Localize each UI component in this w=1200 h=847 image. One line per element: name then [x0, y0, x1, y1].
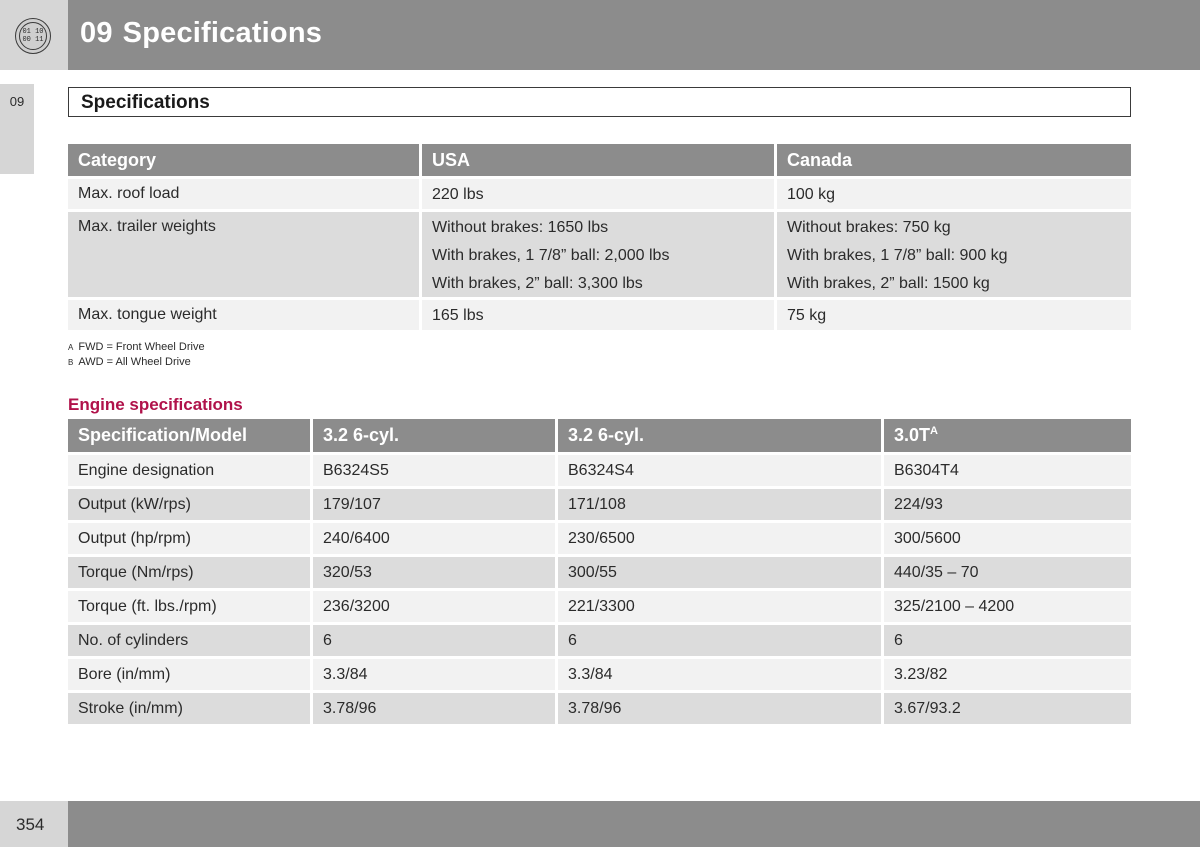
engine-specs-table: [68, 419, 1131, 727]
row-label: Stroke (in/mm): [68, 693, 313, 727]
side-tab-label: 09: [9, 94, 25, 109]
row-label: Output (kW/rps): [68, 489, 313, 523]
table-cell: 300/55: [558, 557, 884, 591]
table-cell: 3.3/84: [313, 659, 558, 693]
table-cell: 440/35 – 70: [884, 557, 1131, 591]
chapter-title-text: Specifications: [122, 17, 323, 49]
table-cell: 3.23/82: [884, 659, 1131, 693]
row-label: Torque (Nm/rps): [68, 557, 313, 591]
column-header-category: Category: [68, 144, 422, 179]
cell-line: With brakes, 1 7/8” ball: 2,000 lbs: [432, 247, 670, 264]
chapter-title: [80, 17, 322, 50]
table-header-row: [68, 419, 1131, 455]
footnote-text: AWD = All Wheel Drive: [78, 356, 191, 368]
chapter-logo-icon: [15, 18, 51, 54]
cell-line: 75 kg: [787, 307, 827, 324]
cell-category: Max. roof load: [68, 179, 422, 212]
footnote-ref: A: [930, 425, 938, 437]
cell-line: With brakes, 2” ball: 1500 kg: [787, 275, 990, 292]
row-label: Torque (ft. lbs./rpm): [68, 591, 313, 625]
table-row: [68, 455, 1131, 489]
cell-line: Without brakes: 1650 lbs: [432, 219, 609, 236]
table-cell: 240/6400: [313, 523, 558, 557]
table-cell: 6: [313, 625, 558, 659]
table-cell: 179/107: [313, 489, 558, 523]
cell-line: 165 lbs: [432, 307, 484, 324]
row-label: Output (hp/rpm): [68, 523, 313, 557]
table-row: [68, 523, 1131, 557]
cell-category: Max. trailer weights: [68, 212, 422, 300]
column-header-usa: USA: [422, 144, 777, 179]
table-cell: 224/93: [884, 489, 1131, 523]
table-cell: B6324S4: [558, 455, 884, 489]
engine-specs-heading: Engine specifications: [68, 395, 243, 414]
table-header-row: [68, 144, 1131, 179]
column-header-text: 3.0T: [894, 425, 931, 445]
table-row: [68, 659, 1131, 693]
table-cell: B6304T4: [884, 455, 1131, 489]
column-header-text: Specification/Model: [78, 425, 248, 445]
table-row: [68, 489, 1131, 523]
header-left-block: [0, 0, 68, 70]
cell-line: 100 kg: [787, 186, 836, 203]
table-cell: 230/6500: [558, 523, 884, 557]
footer-left-block: [0, 801, 68, 847]
column-header-3: [884, 419, 1131, 455]
table-cell: 300/5600: [884, 523, 1131, 557]
column-header-text: 3.2 6-cyl.: [323, 425, 400, 445]
footnote-item: [68, 355, 205, 370]
row-label: Bore (in/mm): [68, 659, 313, 693]
cell-usa: [422, 212, 777, 300]
cell-line: Without brakes: 750 kg: [787, 219, 951, 236]
cell-canada: [777, 300, 1131, 333]
column-header-text: 3.2 6-cyl.: [568, 425, 645, 445]
table-cell: 3.78/96: [558, 693, 884, 727]
column-header-1: [313, 419, 558, 455]
table-row: [68, 591, 1131, 625]
table-row: [68, 212, 1131, 300]
cell-category: Max. tongue weight: [68, 300, 422, 333]
table-row: [68, 625, 1131, 659]
row-label: Engine designation: [68, 455, 313, 489]
footnote-item: [68, 340, 205, 355]
section-title-box: [68, 87, 1131, 117]
cell-usa: [422, 300, 777, 333]
column-header-canada: Canada: [777, 144, 1131, 179]
table-row: [68, 557, 1131, 591]
table-row: [68, 693, 1131, 727]
cell-line: With brakes, 1 7/8” ball: 900 kg: [787, 247, 1008, 264]
table-cell: 3.67/93.2: [884, 693, 1131, 727]
cell-line: With brakes, 2” ball: 3,300 lbs: [432, 275, 643, 292]
table-cell: 236/3200: [313, 591, 558, 625]
chapter-number: 09: [80, 17, 113, 49]
table-row: [68, 300, 1131, 333]
cell-usa: [422, 179, 777, 212]
cell-canada: [777, 212, 1131, 300]
chapter-side-tab: [0, 84, 34, 174]
footnotes: [68, 340, 205, 370]
footnote-text: FWD = Front Wheel Drive: [78, 341, 205, 353]
row-label: No. of cylinders: [68, 625, 313, 659]
table-cell: 325/2100 – 4200: [884, 591, 1131, 625]
table-cell: B6324S5: [313, 455, 558, 489]
table-row: [68, 179, 1131, 212]
table-cell: 3.3/84: [558, 659, 884, 693]
footnote-mark: B: [68, 358, 74, 367]
table-cell: 320/53: [313, 557, 558, 591]
table-cell: 221/3300: [558, 591, 884, 625]
cell-line: 220 lbs: [432, 186, 484, 203]
cell-canada: [777, 179, 1131, 212]
table-cell: 6: [884, 625, 1131, 659]
capacity-table: [68, 144, 1131, 333]
section-title: Specifications: [81, 92, 210, 113]
footnote-mark: A: [68, 343, 74, 352]
footer-bar: [68, 801, 1200, 847]
column-header-2: [558, 419, 884, 455]
table-cell: 6: [558, 625, 884, 659]
logo-line-2: 00 11: [22, 36, 44, 44]
table-cell: 171/108: [558, 489, 884, 523]
table-cell: 3.78/96: [313, 693, 558, 727]
page-number: 354: [16, 815, 45, 834]
column-header-0: [68, 419, 313, 455]
logo-line-1: 01 10: [22, 28, 44, 36]
